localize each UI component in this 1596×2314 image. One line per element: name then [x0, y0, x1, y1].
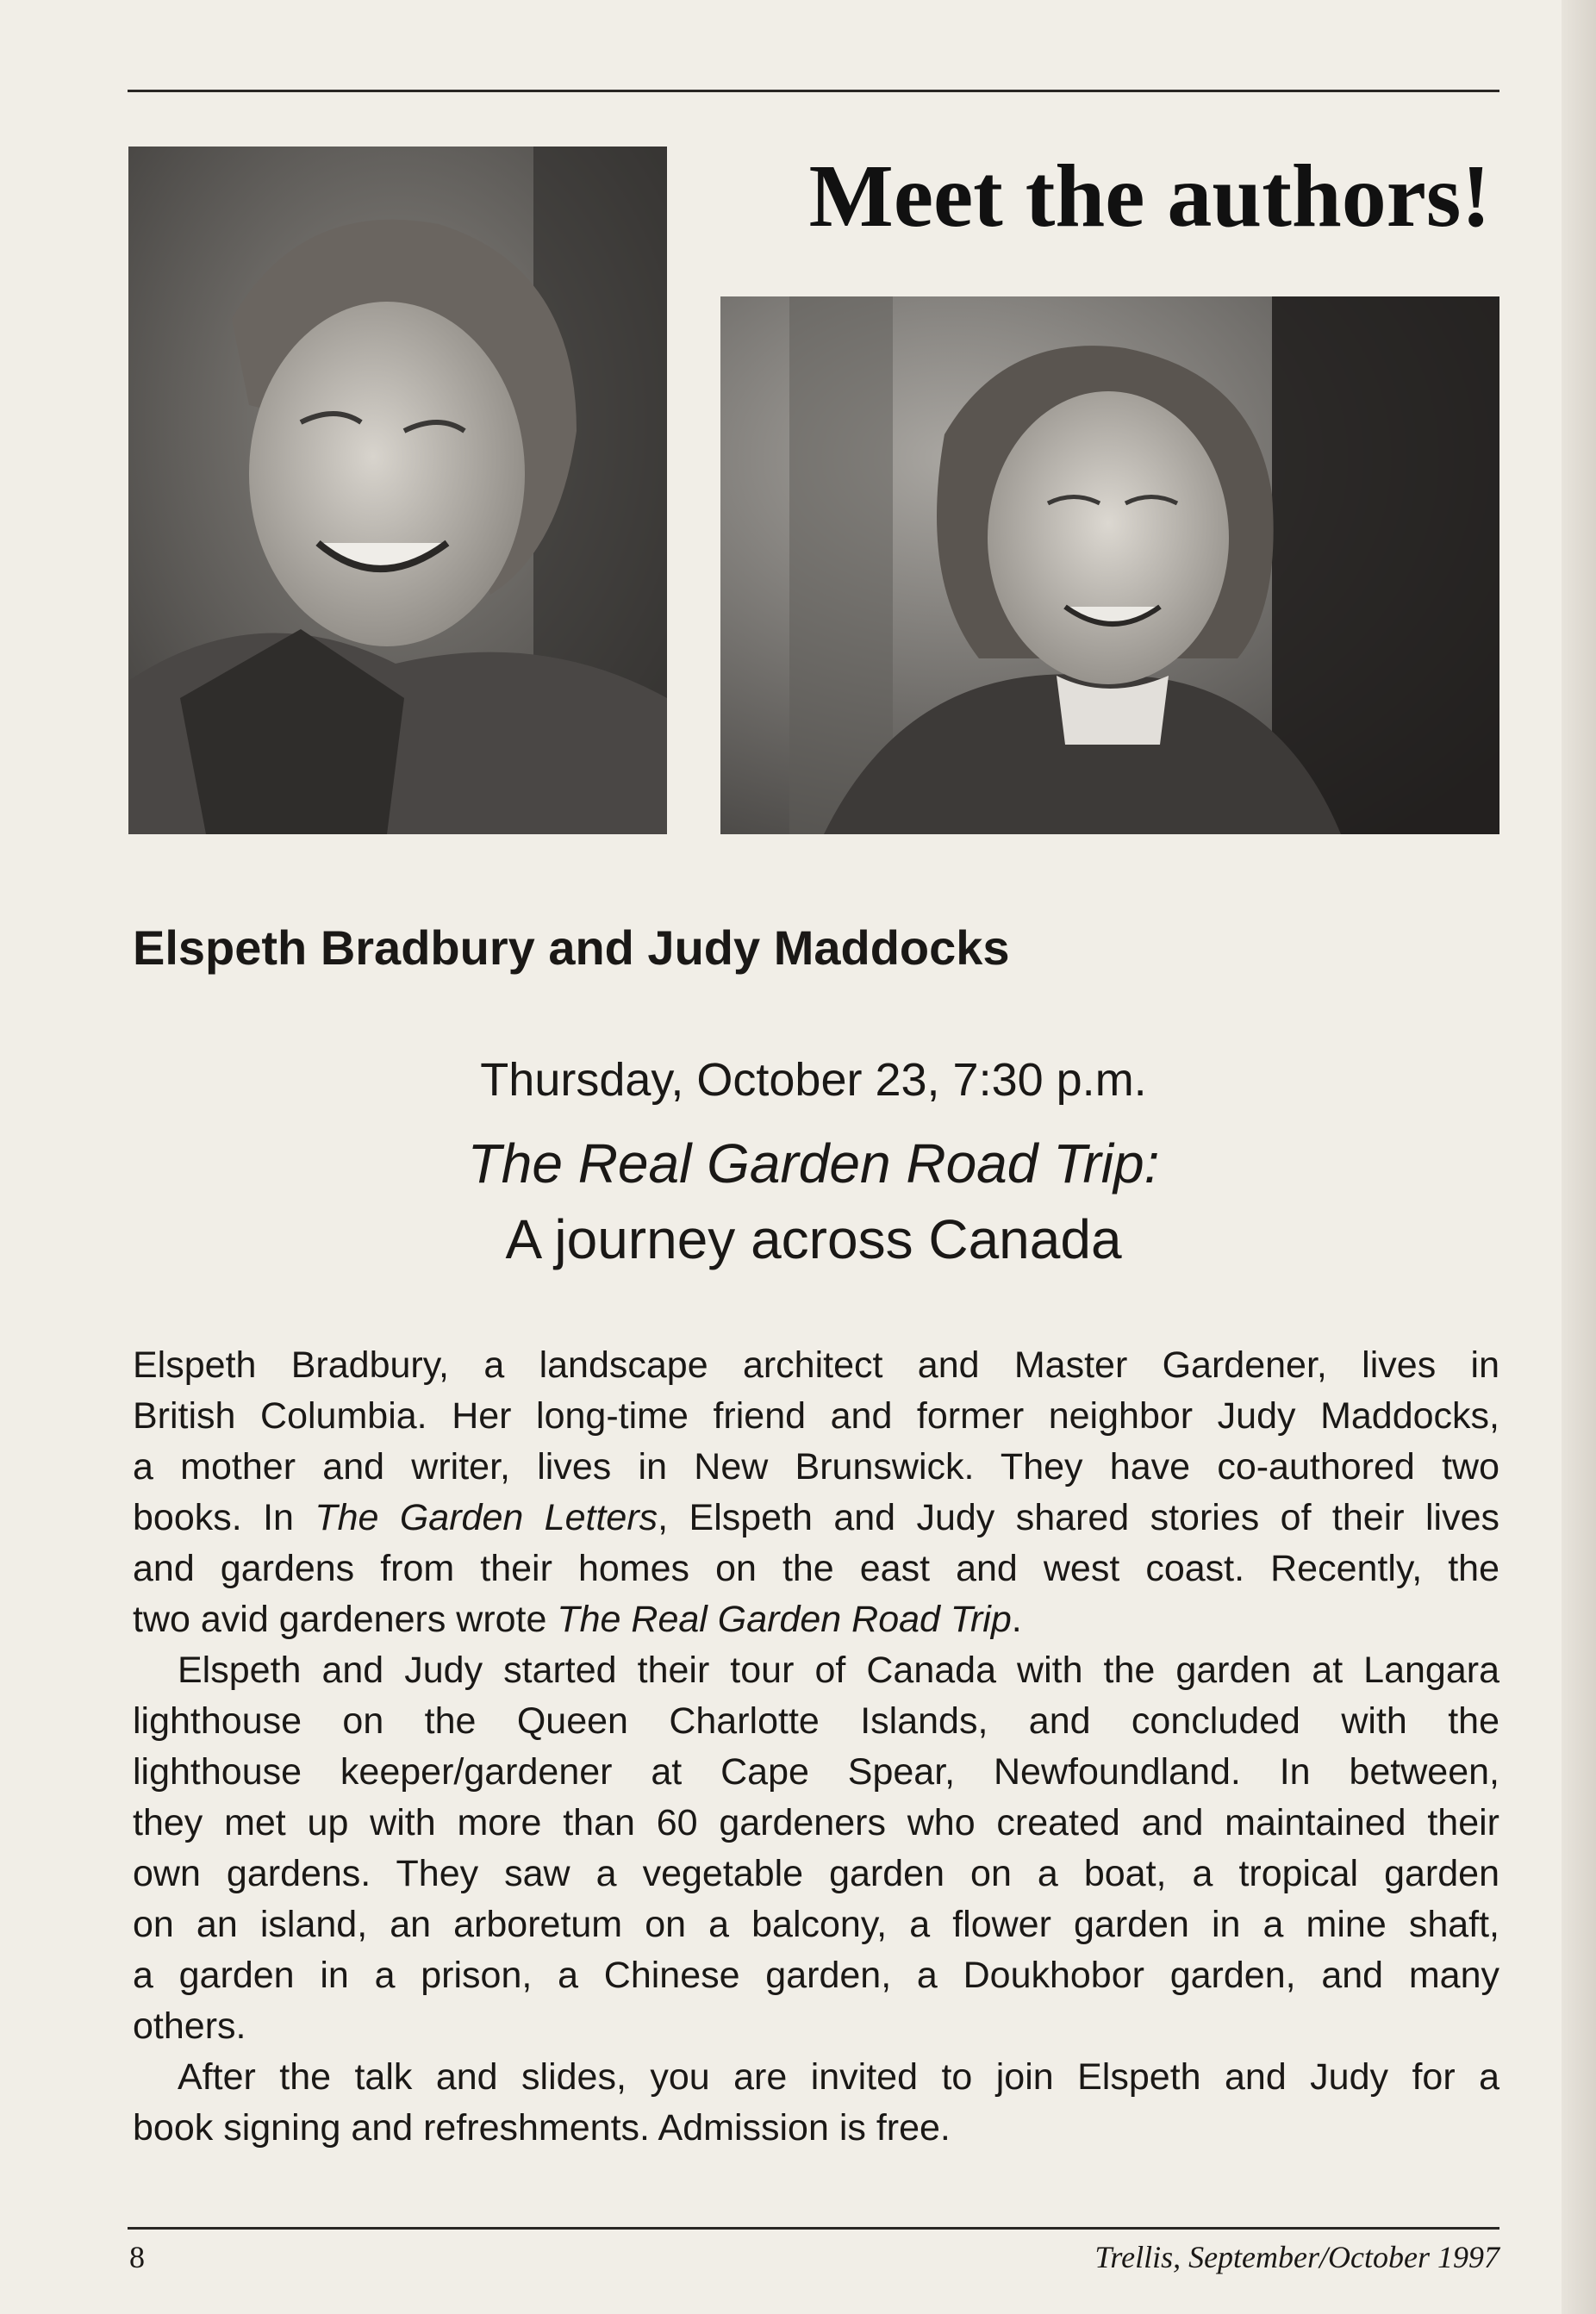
paragraph-1: [133, 1340, 1499, 1645]
body-text-span: books. In: [133, 1497, 315, 1538]
paragraph-2: [133, 1645, 1499, 2052]
body-line: own gardens. They saw a vegetable garden on a boat, a tropical garden: [133, 1853, 1499, 1894]
book-title-road-trip: The Real Garden Road Trip: [557, 1599, 1012, 1640]
body-text-span: , Elspeth and Judy shared stories of their lives: [658, 1497, 1499, 1538]
body-line: Elspeth and Judy started their tour of Canada with the garden at Langara: [178, 1650, 1499, 1691]
body-line: After the talk and slides, you are invited to join Elspeth and Judy for a: [178, 2056, 1499, 2098]
body-line: they met up with more than 60 gardeners who created and maintained their: [133, 1802, 1499, 1843]
body-line: [133, 1493, 1499, 1544]
body-line: on an island, an arboretum on a balcony, a flower garden in a mine shaft,: [133, 1904, 1499, 1945]
author-photo-judy: [720, 296, 1499, 834]
body-line: others.: [133, 2005, 246, 2047]
page-number: 8: [129, 2240, 145, 2274]
body-line: and gardens from their homes on the east and west coast. Recently, the: [133, 1548, 1499, 1589]
event-title-line-1: The Real Garden Road Trip:: [467, 1132, 1160, 1194]
bottom-rule: [128, 2227, 1499, 2230]
page-edge: [1562, 0, 1596, 2314]
book-title-garden-letters: The Garden Letters: [315, 1497, 658, 1538]
body-line: a mother and writer, lives in New Brunswick. They have co-authored two: [133, 1446, 1499, 1488]
author-photo-elspeth: [128, 147, 667, 834]
paragraph-3: [133, 2052, 1499, 2154]
body-line: Elspeth Bradbury, a landscape architect and Master Gardener, lives in: [133, 1344, 1499, 1386]
body-line: book signing and refreshments. Admission is free.: [133, 2107, 951, 2149]
publication-footer: Trellis, September/October 1997: [1094, 2240, 1499, 2274]
article-body: [133, 1340, 1499, 2154]
body-text-span: .: [1011, 1599, 1022, 1640]
body-line: British Columbia. Her long-time friend and former neighbor Judy Maddocks,: [133, 1395, 1499, 1437]
top-rule: [128, 90, 1499, 92]
body-line: lighthouse keeper/gardener at Cape Spear, Newfoundland. In between,: [133, 1751, 1499, 1793]
authors-heading: Elspeth Bradbury and Judy Maddocks: [133, 920, 1010, 975]
body-line: a garden in a prison, a Chinese garden, a Doukhobor garden, and many: [133, 1955, 1499, 1996]
event-title-line-2: A journey across Canada: [505, 1208, 1122, 1270]
page-headline: Meet the authors!: [808, 147, 1491, 246]
event-date: Thursday, October 23, 7:30 p.m.: [480, 1054, 1147, 1106]
body-line: [133, 1594, 1499, 1645]
body-line: lighthouse on the Queen Charlotte Islands, and concluded with the: [133, 1700, 1499, 1742]
body-text-span: two avid gardeners wrote: [133, 1599, 558, 1640]
